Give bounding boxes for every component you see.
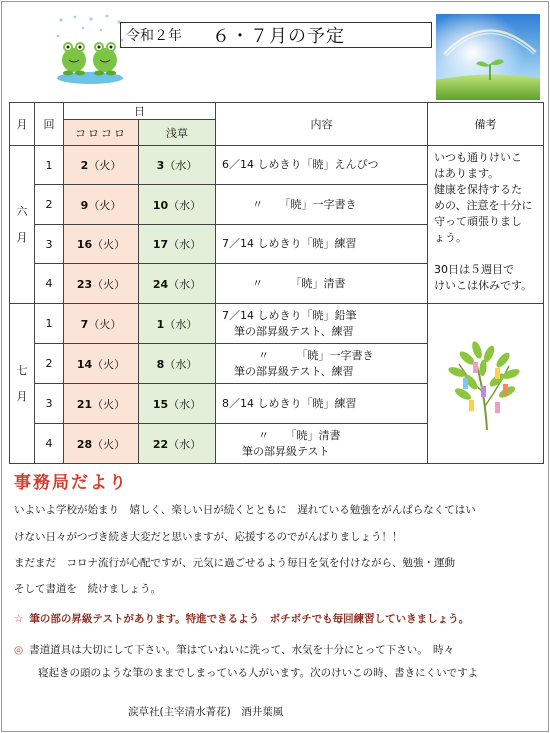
- date-b-cell: 10（水）: [139, 185, 216, 225]
- date-a-cell: 9（火）: [64, 185, 139, 225]
- double-circle-icon: ◎: [14, 644, 24, 656]
- date-b-cell: 17（水）: [139, 225, 216, 264]
- round-cell: 2: [35, 185, 64, 225]
- header-round: 回: [35, 103, 64, 146]
- content-line: 7／14 しめきり「暁」鉛筆: [222, 308, 357, 322]
- header-day: 日: [64, 103, 216, 120]
- header-day-b: 浅草: [139, 120, 216, 146]
- note-line: めの、注意を十分に: [434, 199, 533, 212]
- round-cell: 2: [35, 344, 64, 384]
- content-line: 筆の部昇級テスト、練習: [234, 364, 354, 378]
- note-line: 30日は５週目で: [434, 263, 514, 276]
- content-line: 〃 「暁」清書: [258, 428, 341, 442]
- table-row: [10, 304, 544, 344]
- date-a-cell: 21（火）: [64, 384, 139, 424]
- star-icon: ☆: [14, 613, 24, 625]
- round-cell: 1: [35, 304, 64, 344]
- note-line: 守って頑張りまし: [434, 215, 522, 228]
- date-b-cell: 8（水）: [139, 344, 216, 384]
- content-cell: 8／14 しめきり「暁」練習: [216, 384, 428, 424]
- month-char: 月: [16, 389, 28, 403]
- table-row: [10, 146, 544, 185]
- month-char: 月: [16, 230, 28, 244]
- header-month: 月: [10, 103, 35, 146]
- page-title: ６・７月の予定: [212, 26, 345, 47]
- content-line: 筆の部昇級テスト、練習: [234, 324, 354, 338]
- tools-note-text: 書道道具は大切にして下さい。筆はていねいに洗って、水気を十分にとって下さい。 時々: [29, 644, 454, 656]
- content-line: 筆の部昇級テスト: [242, 444, 330, 458]
- note-line: けいこは休みです。: [434, 279, 533, 292]
- content-cell: 6／14 しめきり「暁」えんぴつ: [216, 146, 428, 185]
- content-cell: [216, 344, 428, 384]
- content-line: 〃 「暁」一字書き: [258, 348, 374, 362]
- test-announcement-text: 筆の部の昇級テストがあります。特進できるよう ボチボチでも毎回練習していきましょう。: [29, 613, 470, 625]
- note-line: いつも通りけいこ: [434, 151, 522, 164]
- content-cell: [216, 304, 428, 344]
- round-cell: 4: [35, 424, 64, 464]
- content-cell: 〃 「暁」一字書き: [216, 185, 428, 225]
- date-b-cell: 15（水）: [139, 384, 216, 424]
- header-note: 備考: [428, 103, 544, 146]
- round-cell: 3: [35, 384, 64, 424]
- month-label-june: [10, 146, 35, 304]
- month-char: 七: [16, 363, 28, 377]
- note-cell: [428, 146, 544, 304]
- date-b-cell: 1（水）: [139, 304, 216, 344]
- note-cell-july: [428, 304, 544, 464]
- date-b-cell: 22（水）: [139, 424, 216, 464]
- tools-note-line: 寝起きの頭のような筆のままでしまっている人がいます。次のけいこの時、書きにくいですよ: [38, 667, 479, 679]
- header-day-a: コロコロ: [64, 120, 139, 146]
- title-era: 令和２年: [126, 28, 182, 44]
- news-title: 事務局だより: [14, 473, 128, 493]
- signature: 涙草社(主宰清水菁花) 酒井葉風: [128, 706, 284, 718]
- date-b-cell: 24（水）: [139, 264, 216, 304]
- tanabata-tree-image: [447, 336, 525, 432]
- content-cell: 7／14 しめきり「暁」練習: [216, 225, 428, 264]
- news-paragraph-line: けない日々がつづき続き大変だと思いますが、応援するのでがんばりましょう！！: [14, 531, 403, 543]
- month-char: 六: [16, 204, 28, 218]
- header-content: 内容: [216, 103, 428, 146]
- round-cell: 4: [35, 264, 64, 304]
- tools-note-line: [14, 642, 454, 657]
- month-label-july: [10, 304, 35, 464]
- title-box: [120, 22, 432, 48]
- round-cell: 1: [35, 146, 64, 185]
- date-a-cell: 14（火）: [64, 344, 139, 384]
- sky-sprout-image: [436, 14, 540, 100]
- date-a-cell: 23（火）: [64, 264, 139, 304]
- date-a-cell: 7（火）: [64, 304, 139, 344]
- news-paragraph-line: まだまだ コロナ流行が心配ですが、元気に過ごせるよう毎日を気を付けながら、勉強・運動: [14, 557, 455, 569]
- content-cell: [216, 424, 428, 464]
- note-line: ょう。: [434, 231, 467, 244]
- frog-icon: [55, 14, 125, 86]
- date-a-cell: 2（火）: [64, 146, 139, 185]
- news-paragraph-line: いよいよ学校が始まり 嬉しく、楽しい日が続くとともに 遅れている勉強をがんばらなくてはい: [14, 504, 476, 516]
- note-line: 健康を保持するた: [434, 183, 522, 196]
- content-cell: 〃 「暁」清書: [216, 264, 428, 304]
- note-line: [434, 246, 539, 262]
- note-line: はあります。: [434, 167, 500, 180]
- date-a-cell: 16（火）: [64, 225, 139, 264]
- round-cell: 3: [35, 225, 64, 264]
- date-a-cell: 28（火）: [64, 424, 139, 464]
- date-b-cell: 3（水）: [139, 146, 216, 185]
- schedule-table: [9, 102, 544, 464]
- test-announcement: [14, 611, 469, 626]
- news-paragraph-line: そして書道を 続けましょう。: [14, 583, 161, 595]
